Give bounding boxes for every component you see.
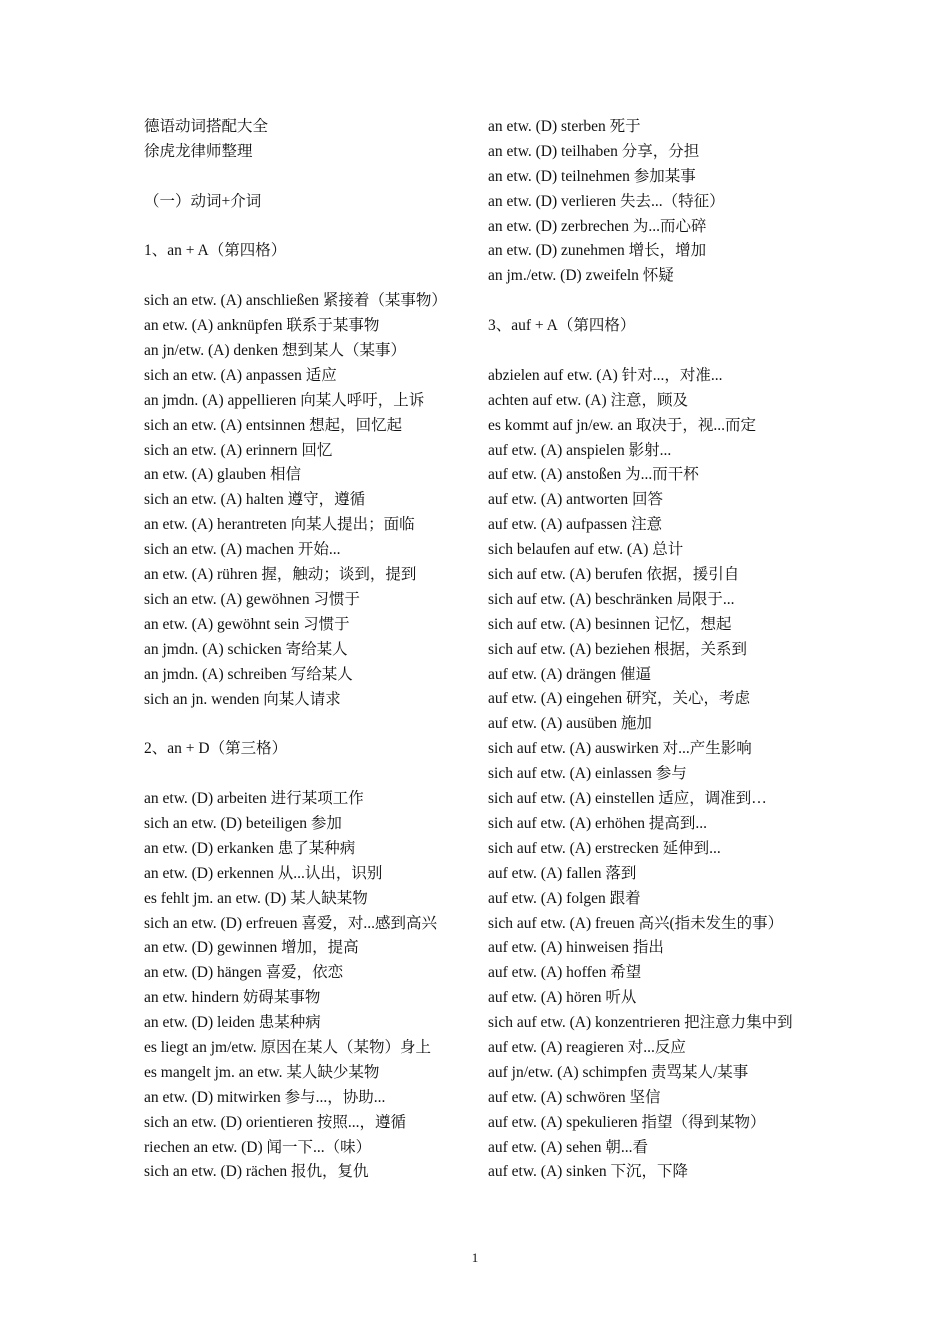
entry-line: sich auf etw. (A) beziehen 根据，关系到 <box>488 640 747 658</box>
entry-line: es mangelt jm. an etw. 某人缺少某物 <box>144 1063 380 1081</box>
blank-line <box>144 712 469 737</box>
entry-line: an etw. (D) mitwirken 参与...，协助... <box>144 1088 386 1106</box>
blank-line <box>144 762 469 787</box>
entry-line: an etw. (D) leiden 患某种病 <box>144 1014 321 1032</box>
entry-line: auf etw. (A) hören 听从 <box>488 989 637 1007</box>
entry-line: sich auf etw. (A) freuen 高兴(指未发生的事） <box>488 914 784 932</box>
entry-line: an jm./etw. (D) zweifeln 怀疑 <box>488 267 674 285</box>
entry-line: sich an jn. wenden 向某人请求 <box>144 690 341 708</box>
entry-line: an jn/etw. (A) denken 想到某人（某事） <box>144 342 407 360</box>
entry-line: sich auf etw. (A) erhöhen 提高到... <box>488 814 707 832</box>
entry-line: sich an etw. (A) anschließen 紧接着（某事物） <box>144 292 447 310</box>
entry-line: auf etw. (A) reagieren 对...反应 <box>488 1038 686 1056</box>
entry-line: auf etw. (A) fallen 落到 <box>488 864 637 882</box>
entry-line: abzielen auf etw. (A) 针对...，对准... <box>488 366 723 384</box>
entry-line: sich auf etw. (A) konzentrieren 把注意力集中到 <box>488 1014 793 1032</box>
entry-line: auf etw. (A) sinken 下沉，下降 <box>488 1163 689 1181</box>
entry-line: es fehlt jm. an etw. (D) 某人缺某物 <box>144 889 368 907</box>
entry-line: sich an etw. (A) erinnern 回忆 <box>144 441 333 459</box>
entry-line: an etw. (D) erkennen 从...认出，识别 <box>144 864 383 882</box>
entry-line: sich an etw. (D) orientieren 按照...，遵循 <box>144 1113 406 1131</box>
entry-line: an etw. (A) glauben 相信 <box>144 466 301 484</box>
entry-line: an etw. (D) verlieren 失去...（特征） <box>488 192 725 210</box>
entry-line: sich auf etw. (A) besinnen 记忆，想起 <box>488 615 732 633</box>
entry-line: an etw. hindern 妨碍某事物 <box>144 989 321 1007</box>
entry-line: sich an etw. (A) machen 开始... <box>144 541 341 559</box>
entry-line: auf etw. (A) antworten 回答 <box>488 491 664 509</box>
entry-line: riechen an etw. (D) 闻一下...（味） <box>144 1138 372 1156</box>
entry-line: an etw. (D) gewinnen 增加，提高 <box>144 939 359 957</box>
entry-line: 2、an + D（第三格） <box>144 740 288 758</box>
entry-line: auf etw. (A) anspielen 影射... <box>488 441 672 459</box>
entry-line: an etw. (A) herantreten 向某人提出；面临 <box>144 516 415 534</box>
entry-line: sich auf etw. (A) erstrecken 延伸到... <box>488 839 721 857</box>
entry-line: an etw. (D) hängen 喜爱，依恋 <box>144 964 344 982</box>
right-column <box>488 115 813 1185</box>
entry-line: sich an etw. (D) rächen 报仇，复仇 <box>144 1163 369 1181</box>
entry-line: an etw. (D) teilhaben 分享，分担 <box>488 142 700 160</box>
entry-line: sich auf etw. (A) berufen 依据，援引自 <box>488 566 740 584</box>
left-column <box>144 115 469 1185</box>
entry-line: an jmdn. (A) appellieren 向某人呼吁，上诉 <box>144 391 425 409</box>
entry-line: an etw. (D) sterben 死于 <box>488 118 641 135</box>
page-number: 1 <box>471 1250 479 1265</box>
entry-line: auf etw. (A) ausüben 施加 <box>488 715 652 733</box>
entry-line: an etw. (A) anknüpfen 联系于某事物 <box>144 317 380 335</box>
entry-line: an etw. (A) rühren 握，触动；谈到，提到 <box>144 566 417 584</box>
entry-line: auf jn/etw. (A) schimpfen 责骂某人/某事 <box>488 1063 749 1081</box>
entry-line: an etw. (D) zunehmen 增长，增加 <box>488 242 707 260</box>
entry-line: 3、auf + A（第四格） <box>488 317 636 335</box>
entry-line: es kommt auf jn/ew. an 取决于，视...而定 <box>488 416 757 434</box>
entry-line: auf etw. (A) spekulieren 指望（得到某物） <box>488 1113 766 1131</box>
entry-line: sich an etw. (A) entsinnen 想起，回忆起 <box>144 416 403 434</box>
entry-line: sich an etw. (A) halten 遵守，遵循 <box>144 491 366 509</box>
entry-line: an etw. (D) arbeiten 进行某项工作 <box>144 790 364 808</box>
entry-line: sich an etw. (A) anpassen 适应 <box>144 366 337 384</box>
entry-line: （一）动词+介词 <box>144 192 262 210</box>
entry-line: an etw. (D) erkanken 患了某种病 <box>144 839 356 857</box>
entry-line: sich an etw. (D) erfreuen 喜爱，对...感到高兴 <box>144 914 437 932</box>
entry-line: auf etw. (A) drängen 催逼 <box>488 665 651 683</box>
entry-line: an jmdn. (A) schreiben 写给某人 <box>144 665 353 683</box>
entry-line: sich belaufen auf etw. (A) 总计 <box>488 541 684 559</box>
blank-line <box>144 215 469 240</box>
entry-line: achten auf etw. (A) 注意，顾及 <box>488 391 689 409</box>
blank-line <box>488 289 813 314</box>
entry-line: auf etw. (A) sehen 朝...看 <box>488 1138 648 1156</box>
entry-line: an etw. (D) zerbrechen 为...而心碎 <box>488 217 707 235</box>
blank-line <box>488 339 813 364</box>
blank-line <box>144 165 469 190</box>
entry-line: an jmdn. (A) schicken 寄给某人 <box>144 640 348 658</box>
entry-line: 徐虎龙律师整理 <box>144 142 253 160</box>
entry-line: auf etw. (A) folgen 跟着 <box>488 889 641 907</box>
entry-line: sich auf etw. (A) auswirken 对...产生影响 <box>488 740 752 758</box>
entry-line: an etw. (A) gewöhnt sein 习惯于 <box>144 615 350 633</box>
entry-line: 德语动词搭配大全 <box>144 118 269 135</box>
entry-line: auf etw. (A) schwören 坚信 <box>488 1088 661 1106</box>
entry-line: sich an etw. (A) gewöhnen 习惯于 <box>144 590 360 608</box>
entry-line: sich auf etw. (A) einlassen 参与 <box>488 765 687 783</box>
entry-line: sich an etw. (D) beteiligen 参加 <box>144 814 342 832</box>
entry-line: auf etw. (A) eingehen 研究，关心，考虑 <box>488 690 751 708</box>
entry-line: es liegt an jm/etw. 原因在某人（某物）身上 <box>144 1038 432 1056</box>
entry-line: auf etw. (A) aufpassen 注意 <box>488 516 663 534</box>
blank-line <box>144 264 469 289</box>
entry-line: auf etw. (A) anstoßen 为...而干杯 <box>488 466 699 484</box>
entry-line: 1、an + A（第四格） <box>144 242 287 260</box>
entry-line: auf etw. (A) hinweisen 指出 <box>488 939 664 957</box>
entry-line: sich auf etw. (A) einstellen 适应，调准到… <box>488 790 767 808</box>
entry-line: an etw. (D) teilnehmen 参加某事 <box>488 167 696 185</box>
entry-line: auf etw. (A) hoffen 希望 <box>488 964 642 982</box>
entry-line: sich auf etw. (A) beschränken 局限于... <box>488 590 735 608</box>
